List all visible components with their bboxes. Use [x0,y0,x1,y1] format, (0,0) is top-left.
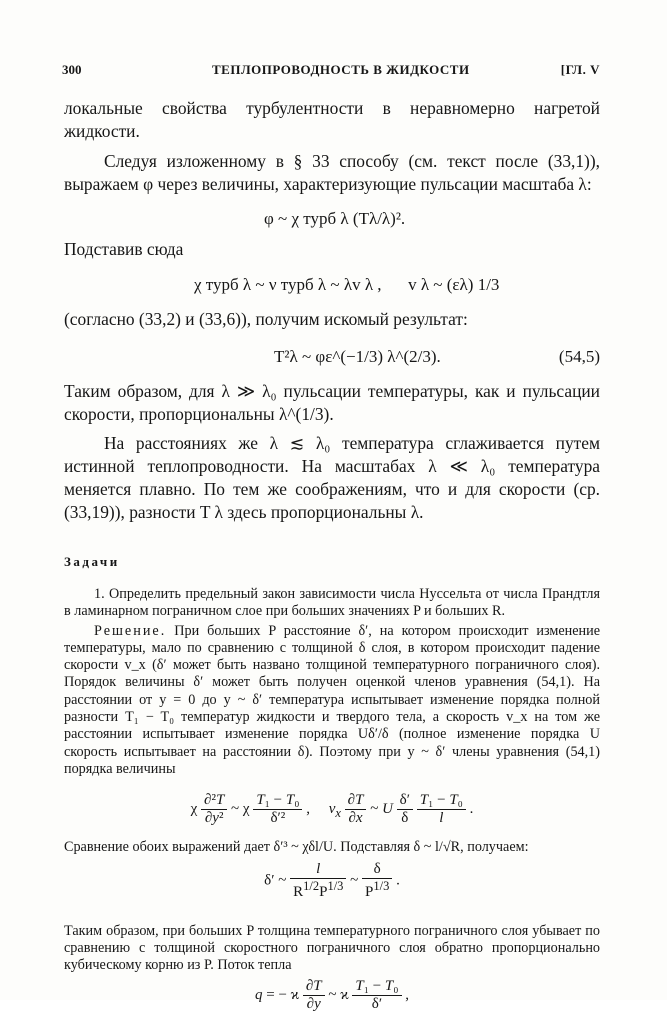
fraction-delta-over-p: $\frac{\delta}{P^{1/3}}$ [362,861,392,901]
paragraph-continuation: локальные свойства турбулентности в неравномерно нагретой жидкости. [64,98,600,141]
equation-delta-prime: δ′ ~ $\frac{l}{R^{1/2}P^{1/3}}$ ~ $\frac{\delta}{P^{1/3}}$ . [264,860,400,900]
equation-chi-turb [194,273,600,296]
equation-54-5 [64,345,600,368]
solution-label: Решение. [94,622,167,639]
paragraph-method: Следуя изложенному в § 33 способу (см. текст после (33,1)), выражаем φ через величины, характеризующие пульсации масштаба λ: [64,151,600,194]
fraction-dt-dy: $\frac{\partial T}{\partial y}$ [303,978,325,1013]
paragraph-substitute: Подставив сюда [64,239,184,259]
paragraph-heat-flux: Таким образом, при больших P толщина температурного пограничного слоя убывает по сравнению с толщиной скоростного пограничного слоя обратно пропорционально кубическому корню из P. Поток тепла [64,922,600,974]
paragraph-result: (согласно (33,2) и (33,6)), получим искомый результат: [64,309,468,329]
equation-t-lambda: T²λ ~ φε^(−1/3) λ^(2/3). [274,347,441,366]
running-header [62,62,600,82]
fraction-l-over-rp: $\frac{l}{R^{1/2}P^{1/3}}$ [290,861,346,901]
paragraph-comparison: Сравнение обоих выражений дает δ′³ ~ χδl/U. Подставляя δ ~ l/√R, получаем: [64,839,529,856]
running-title: ТЕПЛОПРОВОДНОСТЬ В ЖИДКОСТИ [212,62,470,77]
fraction-dt-delta2: $\frac{\text{T₁ − T₀}}{\text{δ′²}}$ [253,792,302,827]
problem-statement: 1. Определить предельный закон зависимости числа Нуссельта от числа Прандтля в ламинарном пограничном слое при больших значениях P и больших R. [64,586,600,620]
paragraph-smoothing: На расстояниях же λ ≲ λ₀ температура сглаживается путем истинной теплопроводности. На масштабах λ ≪ λ₀ температура меняется плавно. По тем же соображениям, что и для скорости (ср. (33,19)), разности T λ здесь пропорциональны λ. [64,433,600,522]
fraction-dt-l: $\frac{\text{T₁ − T₀}}{l}$ [417,792,466,827]
equation-heat-flux: q = − ϰ $\frac{\partial T}{\partial y}$ ~ ϰ $\frac{\text{T₁ − T₀}}{\delta'}$ , [255,978,409,1013]
equation-phi: φ ~ χ турб λ (Tλ/λ)². [264,209,406,228]
fraction-dt-dx: $\frac{\partial T}{\partial x}$ [345,792,367,827]
equation-v-part: v λ ~ (ελ) 1/3 [408,275,500,294]
page-number: 300 [62,62,82,77]
fraction-d2t-dy2: $\frac{\text{∂²T}}{\text{∂y²}}$ [201,792,227,827]
fraction-delta-ratio: $\frac{\delta'}{\delta}$ [397,792,413,827]
equation-orders: χ $\frac{\text{∂²T}}{\text{∂y²}}$ ~ χ $\frac{\text{T₁ − T₀}}{\text{δ′²}}$ , $v_x$ $\frac{\partial T}{\partial x}$ ~ U $\frac{\delta'}{\delta}$ $\frac{\text{T₁ − T₀}}{l}$ . [190,792,474,827]
equation-number: (54,5) [558,347,600,366]
solution-text [64,623,600,779]
solution-body: При больших P расстояние δ′, на котором происходит изменение температуры, мало по сравнению с толщиной δ слоя, в котором происходит падение скорости v_x (δ′ может быть названо толщиной температурного пограничного слоя). Порядок величины δ′ может быть получен оценкой членов уравнения (54,1). На расстоянии от y = 0 до y ~ δ′ температура испытывает изменение порядка полной разности T₁ − T₀ температур жидкости и твердого тела, а скорость v_x на том же расстоянии испытывает изменение порядка Uδ′/δ (полное изменение порядка U скорость испытывает на расстоянии δ). Поэтому при y ~ δ′ члены уравнения (54,1) порядка величины [64,622,601,777]
equation-chi-part: χ турб λ ~ ν турб λ ~ λv λ , [194,275,382,294]
paragraph-conclusion: Таким образом, для λ ≫ λ₀ пульсации температуры, как и пульсации скорости, пропорциональны λ^(1/3). [64,381,600,424]
page-body [64,97,600,1013]
section-heading: Задачи [64,554,120,569]
fraction-flux: $\frac{\text{T₁ − T₀}}{\delta'}$ [352,978,401,1013]
chapter-label: [ГЛ. V [560,62,600,77]
